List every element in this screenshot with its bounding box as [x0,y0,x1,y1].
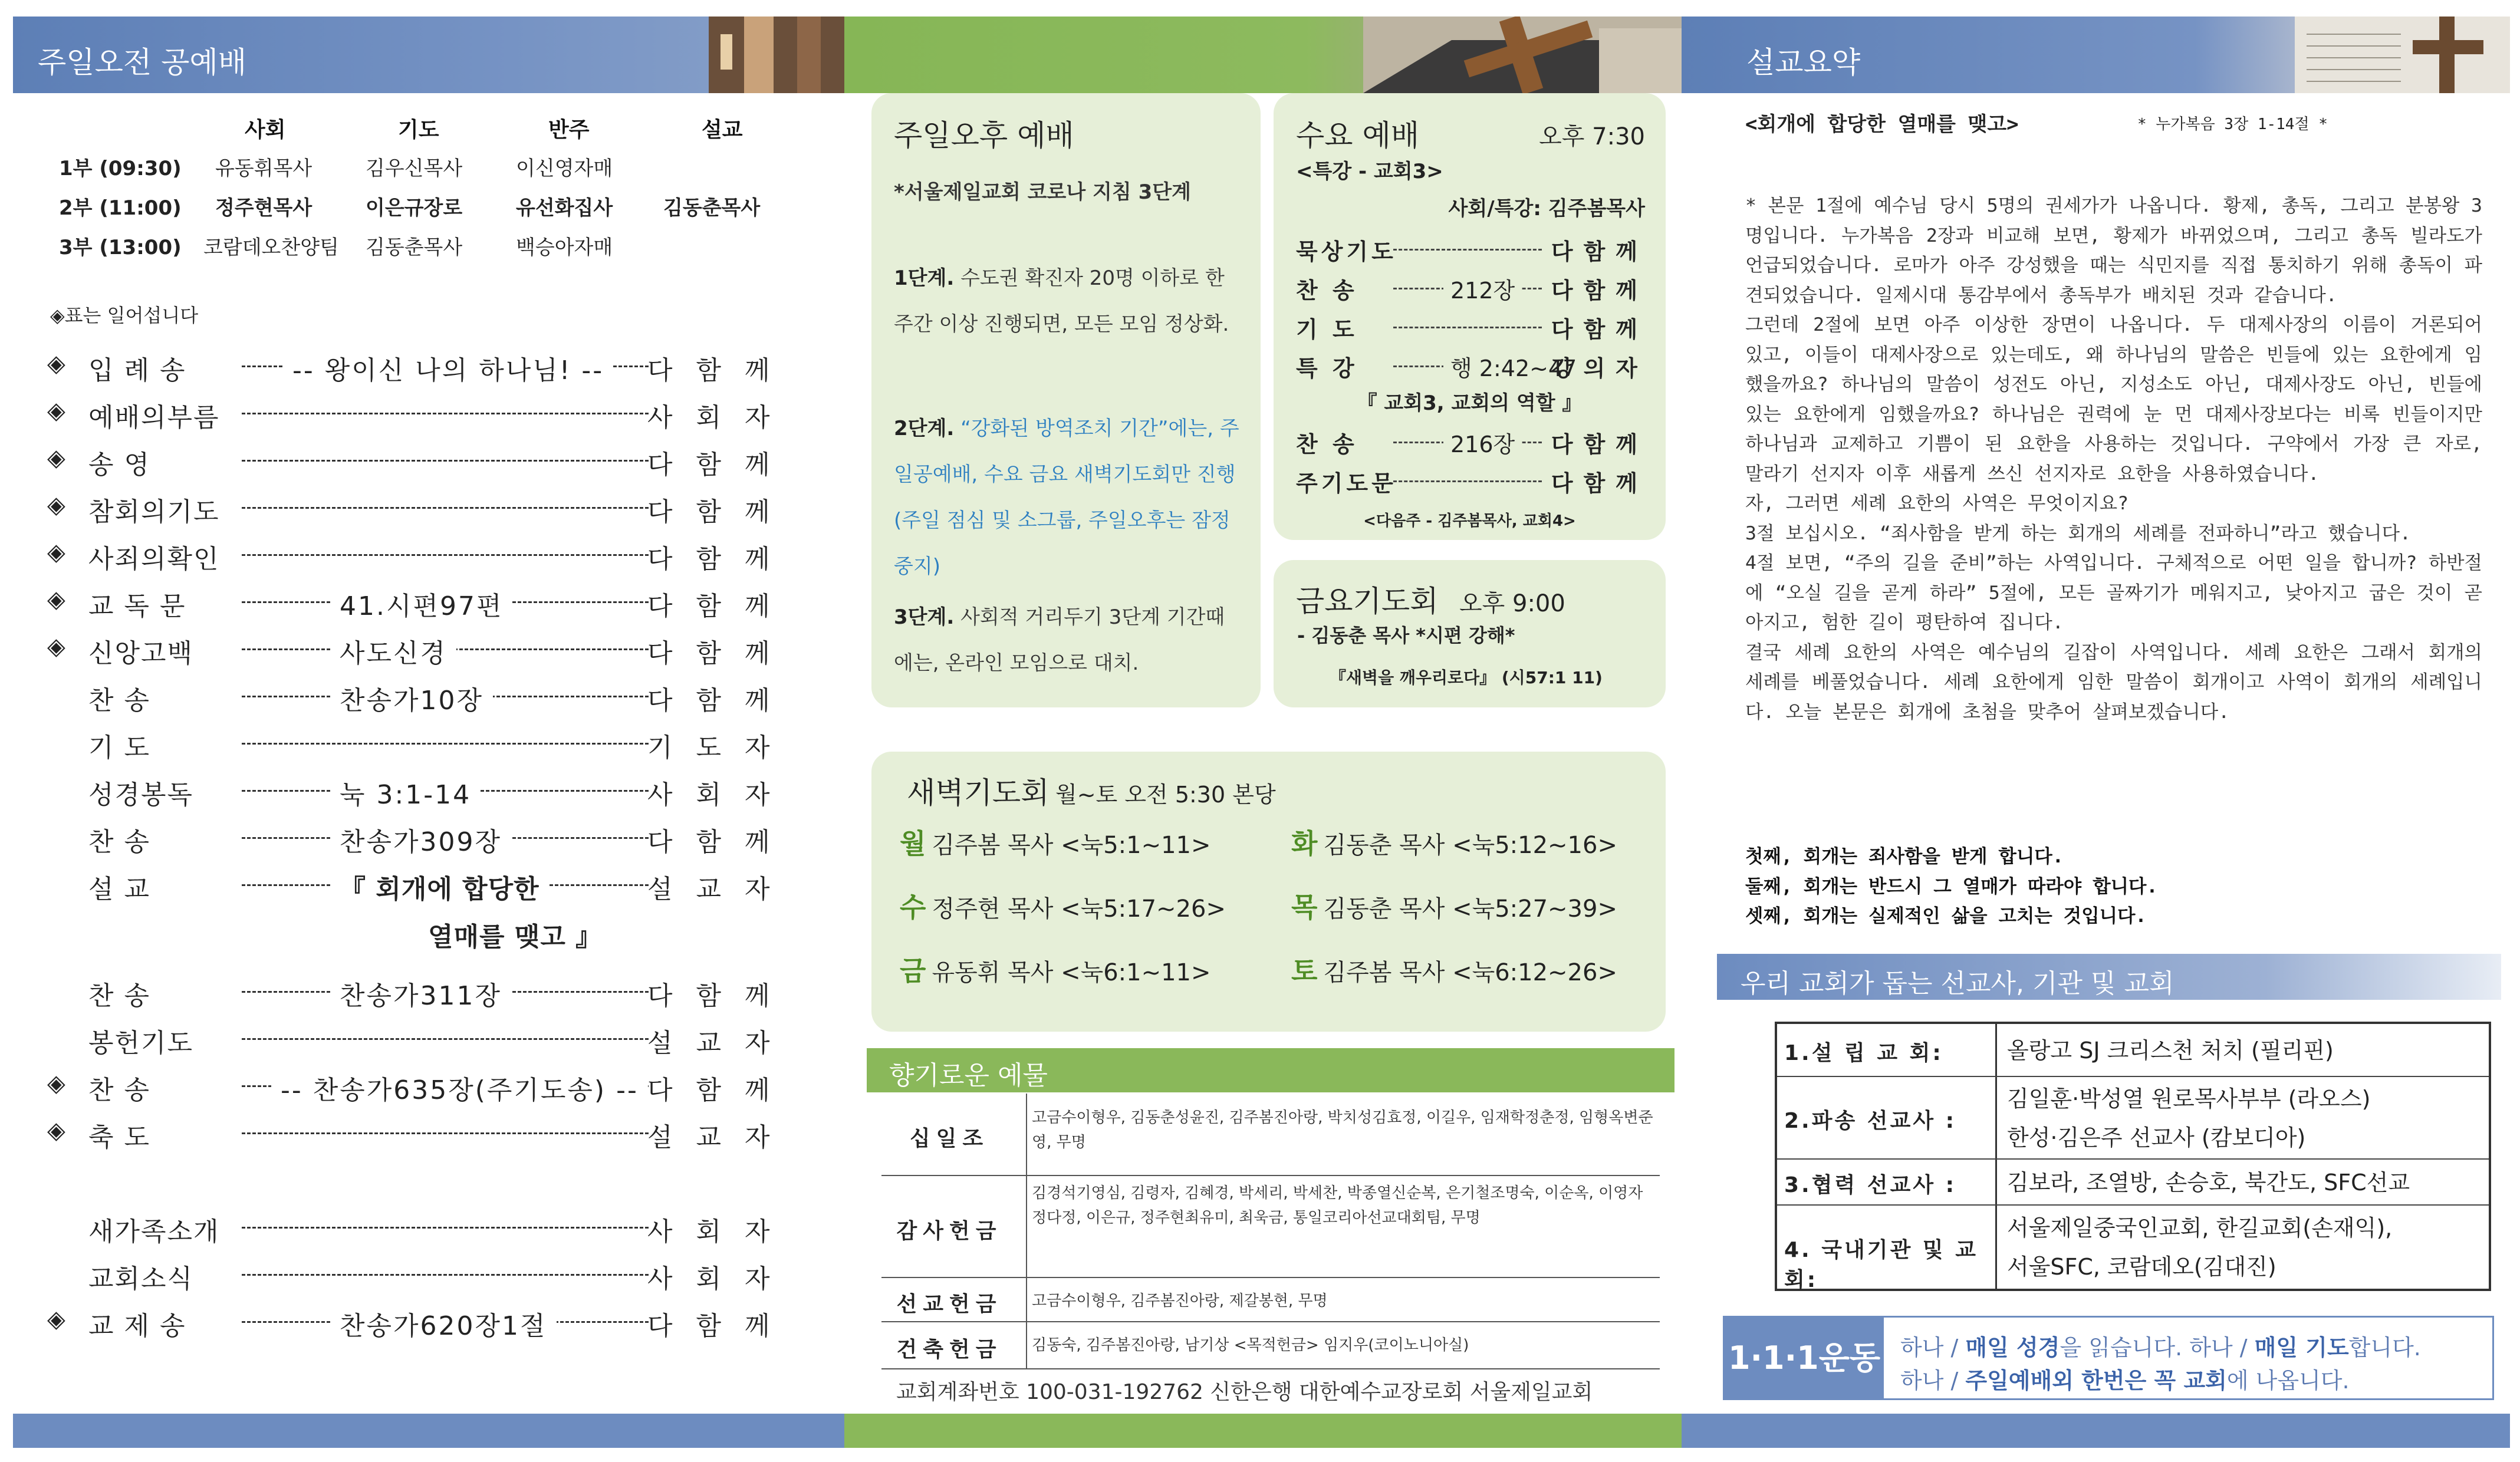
program-detail: 행 2:42~47 [1443,350,1584,383]
mission-row [1777,1206,2489,1292]
sermon-title: <회개에 합당한 열매를 맺고> [1745,113,2019,136]
order-item-who: 설교자 [647,1122,794,1153]
program-row [1296,426,1648,457]
header-bar-sermon [1682,17,2510,93]
order-item [47,1257,796,1294]
friday-prayer-box [1274,560,1666,707]
order-item [47,1210,796,1247]
order-item-name: 찬 송 [88,686,150,716]
dawn-day-item [1291,950,1617,989]
order-item-name: 찬 송 [88,1075,150,1105]
day-leader: 김주봄 목사 <눅6:12~26> [1323,959,1617,986]
table-header-leader: 사회 [245,118,286,142]
order-item [47,916,796,952]
day-label: 수 [900,891,926,923]
wednesday-topic: 『 교회3, 교회의 역할 』 [1357,391,1583,415]
prayer-name: 이은규장로 [366,196,463,220]
offering-type: 선교헌금 [896,1292,1002,1316]
offering-row [881,1176,1660,1278]
mission-values [2007,1079,2371,1157]
order-item-who: 설교자 [647,1028,794,1058]
order-item-name: 새가족소개 [88,1217,220,1247]
order-item-who: 기도자 [647,733,794,763]
program-row [1296,350,1648,381]
bullet-diamond-icon: ◈ [47,586,65,613]
day-label: 토 [1291,955,1318,987]
afternoon-title: 주일오후 예배 [894,118,1074,153]
service-time: 2부 (11:00) [59,196,182,220]
movement-line-2: 하나 / 주일예배외 한번은 꼭 교회에 나옵니다. [1900,1368,2350,1394]
church-account: 교회계좌번호 100-031-192762 신한은행 대한예수교장로회 서울제일교회 [896,1380,1593,1404]
order-item-who: 다함께 [647,638,794,669]
order-item-name: 봉헌기도 [88,1028,194,1058]
offering-type: 감사헌금 [896,1219,1002,1243]
sermon-point: 첫째, 회개는 죄사함을 받게 합니다. [1745,846,2064,867]
program-row [1296,311,1648,342]
dashed-leader [1393,327,1542,328]
accompanist-name: 백승아자매 [516,236,613,259]
order-item [47,1305,796,1341]
sermon-body: * 본문 1절에 예수님 당시 5명의 권세가가 나옵니다. 황제, 총독, 그리고 분봉왕 3명입니다. 누가복음 2장과 비교해 보면, 황제가 바뀌었으며, 그리고 총독 빌라도가 언급되었습니다. 로마가 아주 강성했을 때는 식민지를 직접 통치하기 위해 총독이 파견되었습니다. 일제시대 통감부에서 총독부가 배치된 것과 같습니다. 그런데 2절에 보면 아주 이상한 장면이 나옵니다. 두 대제사장의 이름이 거론되어 있고, 이들이 대제사장으로 있는데도, 왜 하나님의 말씀은 빈들에 있는 요한에게 임했을까요? 하나님의 말씀이 성전도 아닌, 지성소도 아닌, 대제사장도 아닌, 빈들에 있는 요한에게 임했을까요? 하나님은 권력에 눈 먼 대제사장보다는 비록 빈들이지만 하나님과 교제하고 기쁨이 된 요한을 사용하는 것입니다. 구약에서 가장 큰 자로, 말라기 선지자 이후 새롭게 쓰신 선지자로 요한을 사용하였습니다. 자, 그러면 세례 요한의 사역은 무엇이지요? 3절 보십시오. “죄사함을 받게 하는 회개의 세례를 전파하니”라고 했습니다. 4절 보면, “주의 길을 준비”하는 사역입니다. 구체적으로 어떤 일을 합니까? 하반절에 “오실 길을 곧게 하라” 5절에, 모든 골짜기가 메워지고, 낮아지고 굽은 것이 곧아지고, 험한 길이 평탄하여 집니다. 결국 세례 요한의 사역은 예수님의 길잡이 사역입니다. 세례 요한은 그래서 회개의 세례를 베풀었습니다. 세례 요한에게 임한 말씀이 회개이고 사역이 회개의 세례입니다. 오늘 본문은 회개에 초첨을 맞추어 살펴보겠습니다. [1745,195,2482,723]
order-item-detail: -- 왕이신 나의 하나님! -- [283,349,613,387]
offering-names: 김동숙, 김주봄진아랑, 남기상 <목적헌금> 임지우(코이노니아실) [1032,1336,1469,1354]
order-item [47,538,796,574]
leader-name: 유동휘목사 [215,157,312,180]
section-title-morning-worship: 주일오전 공예배 [38,45,246,80]
day-leader: 김동춘 목사 <눅5:27~39> [1323,895,1617,923]
offering-row [881,1278,1660,1322]
order-item-name: 사죄의확인 [88,544,220,574]
program-item: 묵상기도 [1296,239,1397,265]
wednesday-special: <특강 - 교회3> [1296,160,1443,183]
dashed-leader [242,1227,649,1229]
order-item-who: 다함께 [647,497,794,527]
offering-names: 고금수이형우, 김동춘성윤진, 김주봄진아랑, 박치성김효정, 이길우, 임재학정춘정, 임형옥변준영, 무명 [1032,1109,1653,1151]
offering-type: 건축헌금 [896,1338,1002,1362]
mission-value: 올랑고 SJ 크리스천 처치 (필리핀) [2007,1038,2334,1063]
wednesday-leader: 사회/특강: 김주봄목사 [1448,197,1645,220]
order-item-name: 축 도 [88,1122,150,1153]
order-item-who: 사회자 [647,1217,794,1247]
dashed-leader [242,1038,649,1040]
covid-guideline-subtitle: *서울제일교회 코로나 지침 3단계 [894,180,1191,204]
friday-title: 금요기도회 [1296,584,1439,618]
service-time: 3부 (13:00) [59,236,182,259]
table-header-prayer: 기도 [398,118,439,142]
standing-note: ◈표는 일어섭니다 [50,304,199,327]
day-label: 목 [1291,891,1318,923]
mission-value: 한성·김은주 선교사 (캄보디아) [2007,1125,2306,1151]
dawn-day-item [900,950,1211,989]
missions-header [1717,954,2501,1000]
friday-time: 오후 9:00 [1459,590,1565,617]
bullet-diamond-icon: ◈ [47,539,65,566]
program-item: 찬 송 [1296,432,1358,457]
order-item-who: 다함께 [647,591,794,621]
program-who: 다함께 [1551,317,1648,343]
table-header-sermon: 설교 [702,118,743,142]
order-item-detail: 사도신경 [330,632,456,670]
stage-2-text: 2단계. “강화된 방역조치 기간”에는, 주일공예배, 수요 금요 새벽기도회만 진행 (주일 점심 및 소그룹, 주일오후는 잠정 중지) [894,417,1239,578]
movement-label: 1·1·1운동 [1725,1318,1884,1398]
order-item [47,443,796,480]
program-detail: 216장 [1443,426,1522,459]
dashed-leader [242,413,649,414]
order-item [47,773,796,810]
bullet-diamond-icon: ◈ [47,397,65,424]
day-leader: 정주현 목사 <눅5:17~26> [932,895,1226,923]
dashed-leader [242,507,649,509]
offering-names: 김경석기영심, 김령자, 김혜경, 박세리, 박세찬, 박종열신순복, 은기철조명숙, 이순옥, 이영자정다정, 이은규, 정주현최유미, 최욱금, 통일코리아선교대회팀, 무명 [1032,1184,1643,1227]
mission-values [2007,1209,2392,1286]
dawn-day-item [1291,822,1617,861]
offering-type: 십일조 [909,1127,989,1151]
sermon-point: 셋째, 회개는 실제적인 삶을 고치는 것입니다. [1745,905,2147,927]
program-who: 다함께 [1551,278,1648,304]
bullet-diamond-icon: ◈ [47,1070,65,1097]
order-item [47,490,796,527]
header-bar-worship [13,17,844,93]
program-item: 특 강 [1296,355,1358,381]
order-item [47,821,796,857]
order-item-detail: 찬송가311장 [330,974,511,1012]
stage-1-text: 1단계. 수도권 확진자 20명 이하로 한 주간 이상 진행되면, 모든 모임 정상화. [894,266,1229,336]
order-item-name: 교회소식 [88,1264,194,1294]
order-item-who: 다함께 [647,450,794,480]
wednesday-time: 오후 7:30 [1539,123,1645,150]
dashed-leader [242,1274,649,1276]
mission-row [1777,1160,2489,1206]
divider [1995,1024,1997,1076]
dawn-title: 새벽기도회 [907,776,1050,810]
mission-row [1777,1024,2489,1077]
order-item-who: 다함께 [647,686,794,716]
cross-bible-image [1363,17,1682,93]
dashed-leader [242,460,649,462]
divider [1026,1322,1027,1368]
order-item-name: 교 독 문 [88,591,186,621]
wednesday-next-week: <다음주 - 김주봄목사, 교회4> [1363,512,1576,530]
order-item [47,349,796,386]
order-item-detail: 찬송가620장1절 [330,1305,557,1342]
bullet-diamond-icon: ◈ [47,633,65,660]
program-detail: 212장 [1443,272,1522,305]
mission-value: 김일훈·박성열 원로목사부부 (라오스) [2007,1086,2371,1112]
wednesday-worship-box [1274,93,1666,540]
order-item-who: 설교자 [647,874,794,904]
order-item-detail: 찬송가309장 [330,821,511,858]
one-one-one-movement-box [1723,1316,2494,1400]
section-title-sermon: 설교요약 [1746,45,1861,80]
program-row [1296,233,1648,264]
divider [1026,1176,1027,1277]
order-item-who: 사회자 [647,780,794,810]
bible-cross-image [2295,17,2510,93]
order-item [47,726,796,763]
missions-table [1775,1022,2491,1291]
missions-title: 우리 교회가 돕는 선교사, 기관 및 교회 [1741,969,2174,999]
leader-name: 정주현목사 [215,196,312,220]
accompanist-name: 유선화집사 [516,196,613,220]
offering-title: 향기로운 예물 [889,1061,1048,1091]
dashed-leader [242,1132,649,1134]
order-item-name: 성경봉독 [88,780,194,810]
order-item-name: 입 례 송 [88,355,186,386]
divider [1995,1206,1997,1289]
order-item-who: 다함께 [647,1075,794,1105]
program-who: 강의자 [1551,355,1648,381]
order-item [47,1116,796,1153]
mission-value: 김보라, 조열방, 손승호, 북간도, SFC선교 [2007,1170,2410,1196]
program-who: 다함께 [1551,239,1648,265]
mission-value: 서울제일중국인교회, 한길교회(손재익), [2007,1214,2393,1241]
footer-bar-left [13,1414,844,1448]
program-who: 다함께 [1551,470,1648,496]
order-item [47,1069,796,1105]
mission-value: 서울SFC, 코람데오(김대진) [2007,1253,2276,1280]
order-item [47,585,796,621]
divider [1026,1094,1027,1175]
day-leader: 유동휘 목사 <눅6:1~11> [932,959,1211,986]
order-item-who: 다함께 [647,355,794,386]
order-item-name: 신앙고백 [88,638,194,669]
sermon-point: 둘째, 회개는 반드시 그 열매가 따라야 합니다. [1745,875,2158,897]
offering-row [881,1094,1660,1176]
order-item-name: 예배의부름 [88,403,220,433]
order-item-name: 교 제 송 [88,1311,186,1341]
accompanist-name: 이신영자매 [516,157,613,180]
order-item-name: 찬 송 [88,981,150,1011]
mission-category: 3.협력 선교사 : [1784,1173,1957,1197]
stage-3-text: 3단계. 사회적 거리두기 3단계 기간때에는, 온라인 모임으로 대치. [894,605,1225,675]
dawn-time: 월~토 오전 5:30 본당 [1055,782,1276,808]
offering-header [867,1048,1674,1092]
dashed-leader [1393,480,1542,482]
dawn-prayer-box [871,752,1666,1032]
day-leader: 김동춘 목사 <눅5:12~16> [1323,832,1617,859]
footer-bar-right [1682,1414,2510,1448]
service-time: 1부 (09:30) [59,157,182,180]
movement-line-1: 하나 / 매일 성경을 읽습니다. 하나 / 매일 기도합니다. [1900,1335,2421,1361]
program-item: 찬 송 [1296,278,1358,304]
leader-name: 코람데오찬양팀 [203,236,339,259]
order-item-detail: 눅 3:1-14 [330,773,481,811]
friday-leader: - 김동춘 목사 *시편 강해* [1297,624,1515,647]
mission-row [1777,1077,2489,1160]
preacher-name: 김동춘목사 [663,196,761,220]
program-row [1296,465,1648,496]
order-item-who: 사회자 [647,1264,794,1294]
day-label: 월 [900,828,926,860]
order-item [47,1022,796,1058]
friday-series: 『새벽을 깨우리로다』 (시57:1 11) [1330,668,1603,687]
order-item-detail: 열매를 맺고 』 [428,922,603,952]
bullet-diamond-icon: ◈ [47,492,65,519]
order-item [47,632,796,669]
prayer-name: 김동춘목사 [366,236,463,259]
dawn-day-item [1291,886,1617,925]
bullet-diamond-icon: ◈ [47,1117,65,1144]
day-leader: 김주봄 목사 <눅5:1~11> [932,832,1211,859]
order-item [47,868,796,904]
program-who: 다함께 [1551,432,1648,457]
dawn-day-item [900,822,1211,861]
offering-names: 고금수이형우, 김주봄진아랑, 제갈봉현, 무명 [1032,1292,1328,1310]
order-item [47,974,796,1011]
dashed-leader [1393,249,1542,251]
header-bar-middle [844,17,1682,93]
order-item [47,679,796,716]
offering-row [881,1322,1660,1369]
dashed-leader [242,743,649,745]
order-item-who: 다함께 [647,981,794,1011]
order-item-detail: 찬송가10장 [330,679,493,717]
divider [1026,1278,1027,1321]
day-label: 화 [1291,828,1318,860]
order-item [47,396,796,433]
order-item-who: 다함께 [647,1311,794,1341]
order-item-detail: 41.시편97편 [330,585,512,623]
order-item-name: 설 교 [88,874,150,904]
footer-bar-middle [844,1414,1682,1448]
order-item-name: 찬 송 [88,827,150,857]
order-item-detail: 『 회개에 합당한 [330,868,549,905]
mission-category: 2.파송 선교사 : [1784,1109,1957,1133]
day-label: 금 [900,955,926,987]
divider [1995,1077,1997,1158]
wednesday-title: 수요 예배 [1296,118,1420,153]
mission-category: 1.설 립 교 회: [1784,1041,1943,1065]
order-item-who: 사회자 [647,403,794,433]
order-item-name: 송 영 [88,450,150,480]
bullet-diamond-icon: ◈ [47,350,65,377]
bullet-diamond-icon: ◈ [47,1306,65,1333]
church-photo-image [709,17,844,93]
sermon-reference: * 누가복음 3장 1-14절 * [2137,116,2328,133]
afternoon-worship-box [871,93,1261,707]
bullet-diamond-icon: ◈ [47,444,65,472]
mission-values [2007,1163,2410,1202]
order-item-name: 참회의기도 [88,497,220,527]
dawn-day-item [900,886,1226,925]
table-header-accompaniment: 반주 [548,118,590,142]
order-item-detail: -- 찬송가635장(주기도송) -- [271,1069,648,1107]
program-item: 기 도 [1296,317,1358,343]
divider [1995,1160,1997,1204]
mission-values [2007,1031,2334,1070]
program-item: 주기도문 [1296,470,1397,496]
program-row [1296,272,1648,303]
dashed-leader [242,554,649,556]
mission-category: 4. 국내기관 및 교회: [1784,1237,1978,1292]
order-item-who: 다함께 [647,544,794,574]
order-item-name: 기 도 [88,733,150,763]
order-item-who: 다함께 [647,827,794,857]
prayer-name: 김우신목사 [366,157,463,180]
